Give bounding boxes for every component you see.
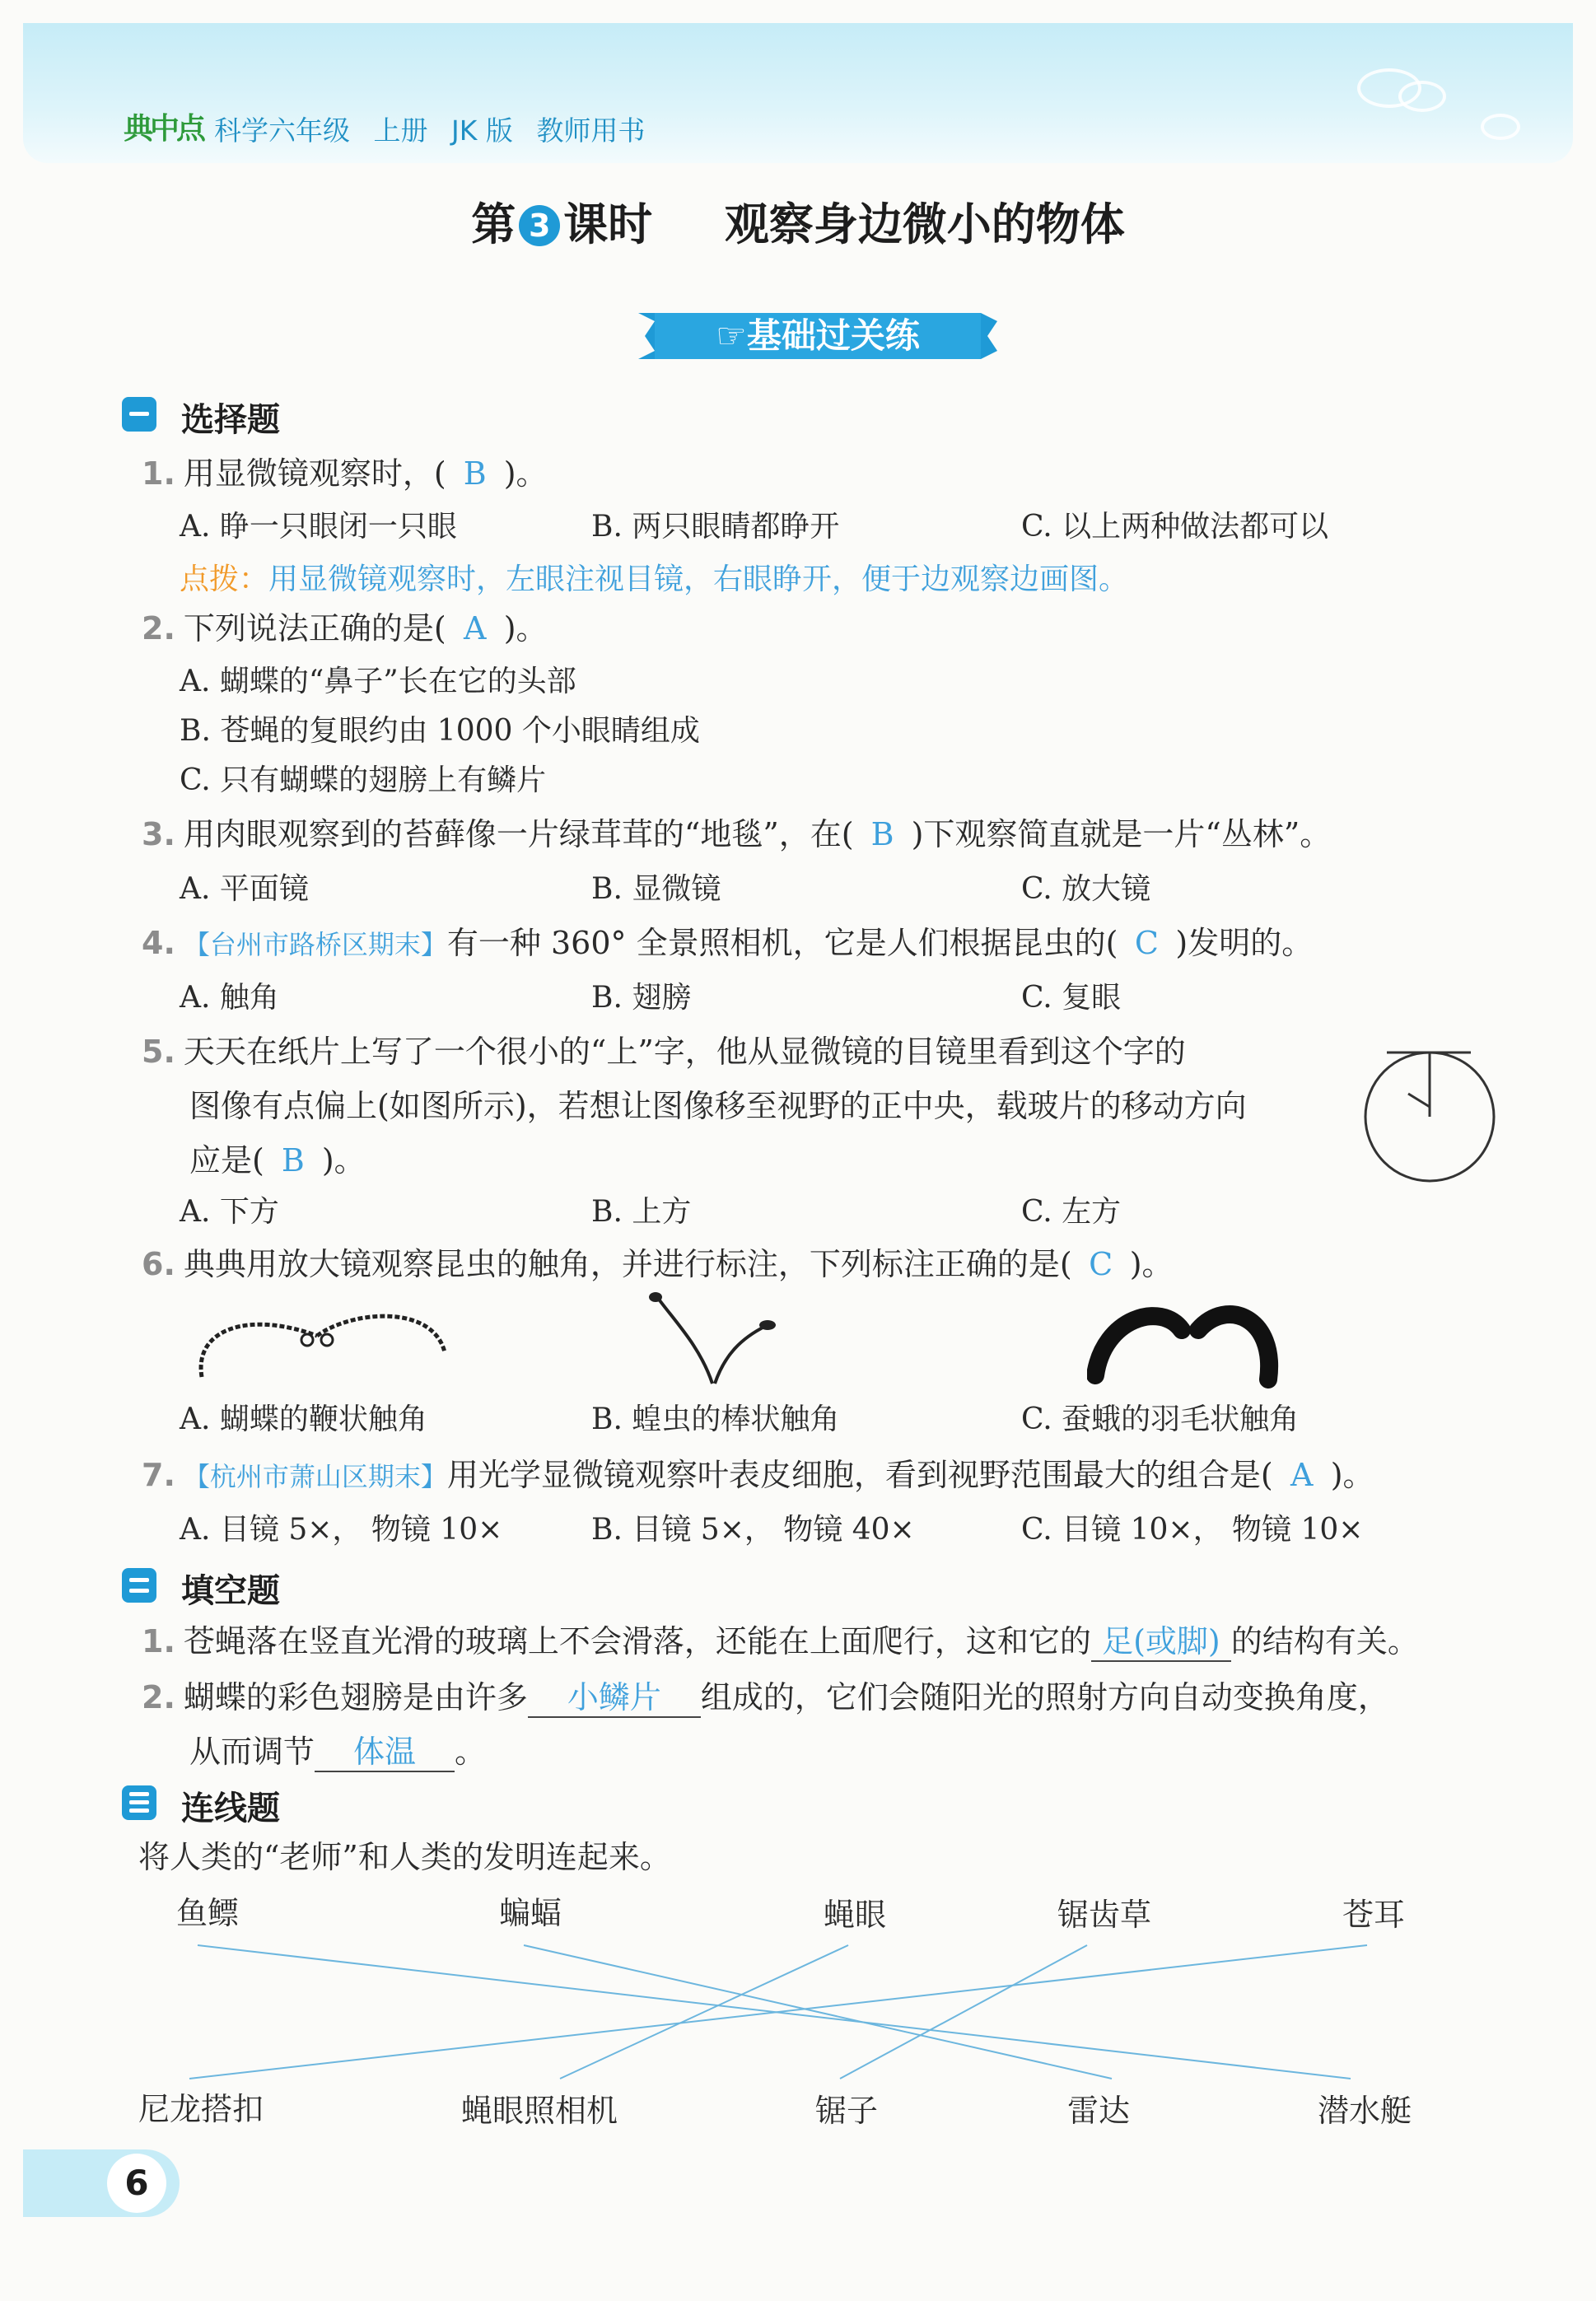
answer: C: [1089, 1246, 1113, 1282]
question-number: 4.: [142, 925, 175, 961]
question-number: 3.: [142, 816, 175, 852]
lesson-suffix: 课时: [563, 198, 653, 250]
match-line: [840, 1945, 1087, 2079]
question-text: 应是(: [189, 1142, 264, 1179]
question-text: 组成的，它们会随阳光的照射方向自动变换角度，: [700, 1679, 1389, 1715]
option-c: C. 复眼: [1021, 981, 1122, 1015]
lesson-number: 3: [519, 205, 560, 246]
question-5-line2: 图像有点偏上(如图所示)，若想让图像移至视野的正中央，载玻片的移动方向: [189, 1088, 1247, 1124]
answer: A: [1290, 1457, 1314, 1493]
question-text: 蝴蝶的彩色翅膀是由许多: [183, 1679, 528, 1715]
pointing-hand-icon: ☞: [716, 315, 747, 356]
option-a: A. 平面镜: [180, 872, 309, 906]
match-instruction: 将人类的“老师”和人类的发明连起来。: [138, 1839, 671, 1875]
banner-label: 基础过关练: [746, 315, 920, 356]
question-text: 用肉眼观察到的苔藓像一片绿茸茸的“地毯”，在(: [183, 816, 854, 852]
option-c: C. 以上两种做法都可以: [1021, 510, 1329, 544]
question-text: )。: [503, 455, 548, 492]
answer: B: [463, 455, 487, 492]
option-b: B. 上方: [591, 1195, 692, 1229]
teacher-item: 苍耳: [1342, 1897, 1406, 1933]
question-number: 2.: [142, 1679, 175, 1715]
option-c: C. 放大镜: [1021, 872, 1151, 906]
invention-item: 尼龙搭扣: [138, 2091, 264, 2127]
question-number: 6.: [142, 1246, 175, 1282]
option-c: C. 左方: [1021, 1195, 1122, 1229]
question-text: )。: [503, 610, 548, 646]
question-text: )。: [1129, 1246, 1174, 1282]
answer-blank: 体温: [315, 1733, 455, 1772]
hint-text: 用显微镜观察时，左眼注视目镜，右眼睁开，便于边观察边画图。: [268, 562, 1129, 596]
section-title: 连线题: [181, 1790, 280, 1827]
book-type: 教师用书: [536, 114, 646, 147]
question-text: )发明的。: [1175, 925, 1314, 961]
question-source: 【杭州市萧山区期末】: [183, 1461, 447, 1492]
teacher-item: 蝙蝠: [499, 1895, 562, 1931]
option-a: A. 目镜 5×， 物镜 10×: [180, 1513, 503, 1547]
question-text: )。: [1330, 1457, 1374, 1493]
question-number: 2.: [142, 610, 175, 646]
option-c: C. 只有蝴蝶的翅膀上有鳞片: [180, 763, 547, 797]
question-text: 的结构有关。: [1230, 1623, 1419, 1659]
question-source: 【台州市路桥区期末】: [183, 929, 447, 960]
answer: C: [1134, 925, 1159, 961]
question-text: 有一种 360° 全景照相机，它是人们根据昆虫的(: [446, 925, 1118, 961]
option-b: B. 两只眼睛都睁开: [591, 510, 840, 544]
match-line: [560, 1945, 848, 2079]
question-number: 1.: [142, 455, 175, 492]
question-text: 用显微镜观察时，(: [183, 455, 446, 492]
option-a: A. 蝴蝶的“鼻子”长在它的头部: [180, 665, 576, 698]
invention-item: 潜水艇: [1318, 2093, 1412, 2129]
match-line: [524, 1945, 1112, 2079]
question-text: 。: [455, 1734, 487, 1770]
question-text: 下列说法正确的是(: [183, 610, 446, 646]
question-text: )下观察简直就是一片“丛林”。: [911, 816, 1332, 852]
invention-item: 雷达: [1067, 2093, 1131, 2129]
option-a: A. 下方: [180, 1195, 279, 1229]
option-a: A. 触角: [180, 981, 279, 1015]
page-number: 6: [107, 2154, 166, 2213]
section-title: 选择题: [181, 401, 280, 439]
option-b: B. 苍蝇的复眼约由 1000 个小眼睛组成: [180, 714, 700, 748]
option-c: C. 蚕蛾的羽毛状触角: [1021, 1403, 1300, 1436]
invention-item: 锯子: [815, 2093, 879, 2129]
question-text: 用光学显微镜观察叶表皮细胞，看到视野范围最大的组合是(: [446, 1457, 1273, 1493]
lesson-prefix: 第: [471, 198, 516, 250]
edition: JK 版: [451, 114, 513, 147]
question-text: 苍蝇落在竖直光滑的玻璃上不会滑落，还能在上面爬行，这和它的: [183, 1623, 1091, 1659]
question-text: 天天在纸片上写了一个很小的“上”字，他从显微镜的目镜里看到这个字的: [183, 1034, 1186, 1070]
option-b: B. 翅膀: [591, 981, 692, 1015]
option-a: A. 蝴蝶的鞭状触角: [180, 1403, 427, 1436]
answer-blank: 足(或脚): [1091, 1622, 1231, 1662]
answer: B: [870, 816, 894, 852]
answer: B: [281, 1142, 305, 1179]
teacher-item: 锯齿草: [1057, 1897, 1152, 1933]
answer-blank: 小鳞片: [528, 1678, 701, 1718]
book-logo: 典中点: [124, 112, 203, 146]
question-number: 7.: [142, 1457, 175, 1493]
teacher-item: 蝇眼: [824, 1897, 887, 1933]
question-number: 1.: [142, 1623, 175, 1659]
hint-label: 点拨：: [180, 562, 269, 596]
option-b: B. 蝗虫的棒状触角: [591, 1403, 840, 1436]
option-b: B. 显微镜: [591, 872, 721, 906]
subject: 科学六年级: [214, 114, 350, 147]
option-b: B. 目镜 5×， 物镜 40×: [591, 1513, 915, 1547]
answer: A: [463, 610, 487, 646]
lesson-name: 观察身边微小的物体: [724, 198, 1125, 250]
section-title: 填空题: [181, 1572, 280, 1610]
question-text: 从而调节: [189, 1734, 315, 1770]
question-number: 5.: [142, 1034, 175, 1070]
volume: 上册: [373, 114, 428, 147]
invention-item: 蝇眼照相机: [461, 2093, 618, 2129]
option-c: C. 目镜 10×， 物镜 10×: [1021, 1513, 1364, 1547]
question-text: 典典用放大镜观察昆虫的触角，并进行标注，下列标注正确的是(: [183, 1246, 1072, 1282]
teacher-item: 鱼鳔: [176, 1895, 240, 1931]
option-a: A. 睁一只眼闭一只眼: [180, 510, 457, 544]
question-text: )。: [321, 1142, 366, 1179]
